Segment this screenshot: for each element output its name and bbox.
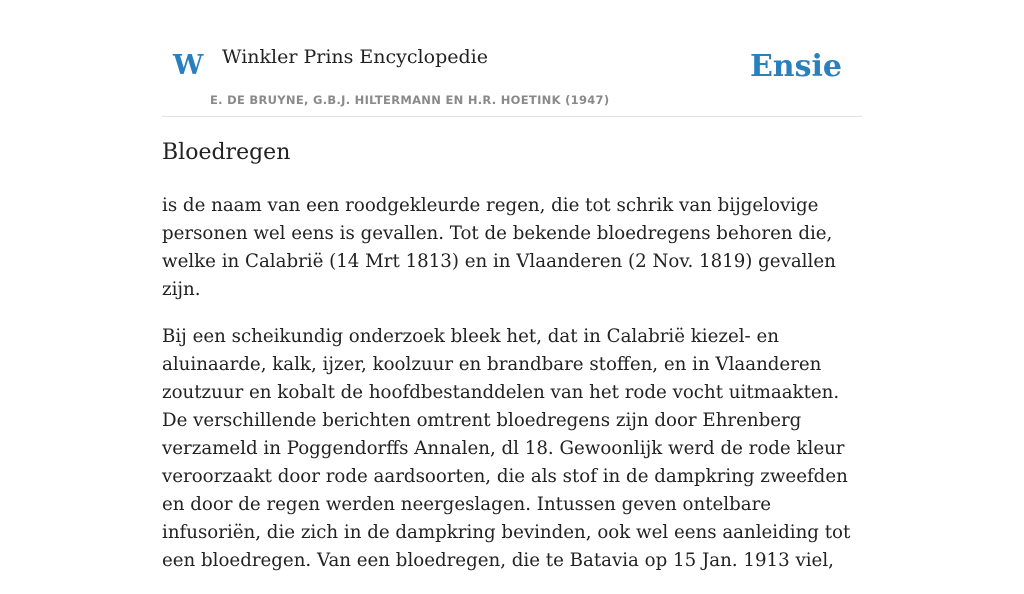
article-paragraph: is de naam van een roodgekleurde regen, die tot schrik van bijgelovige personen wel eens is gevallen. Tot de bekende bloedregens behoren die, welke in Calabrië (14 Mrt 1813) en in Vlaanderen (2 Nov. 1819) gevallen zijn.	[162, 195, 836, 300]
site-header	[162, 0, 862, 117]
article-paragraph: Bij een scheikundig onderzoek bleek het, dat in Calabrië kiezel- en aluinaarde, kalk, ijzer, koolzuur en brandbare stoffen, en in Vlaanderen zoutzuur en kobalt de hoofdbestanddelen van het rode vocht uitmaakten. De verschillende berichten omtrent bloedregens zijn door Ehrenberg verzameld in Poggendorffs Annalen, dl 18. Gewoonlijk werd de rode kleur veroorzaakt door rode aardsoorten, die als stof in de dampkring zweefden en door de regen werden neergeslagen. Intussen geven ontelbare infusoriën, die zich in de dampkring bevinden, ook wel eens aanleiding tot een bloedregen. Van een bloedregen, die te Batavia op 15 Jan. 1913 viel,	[162, 326, 851, 571]
ensie-brand-logo[interactable]: Ensie	[749, 49, 842, 84]
encyclopedia-authors: E. DE BRUYNE, G.B.J. HILTERMANN EN H.R. HOETINK (1947)	[210, 93, 610, 107]
article-body	[162, 192, 862, 594]
winkler-prins-logo[interactable]: W	[173, 50, 204, 81]
article-title: Bloedregen	[162, 140, 291, 165]
encyclopedia-title[interactable]: Winkler Prins Encyclopedie	[222, 46, 488, 68]
